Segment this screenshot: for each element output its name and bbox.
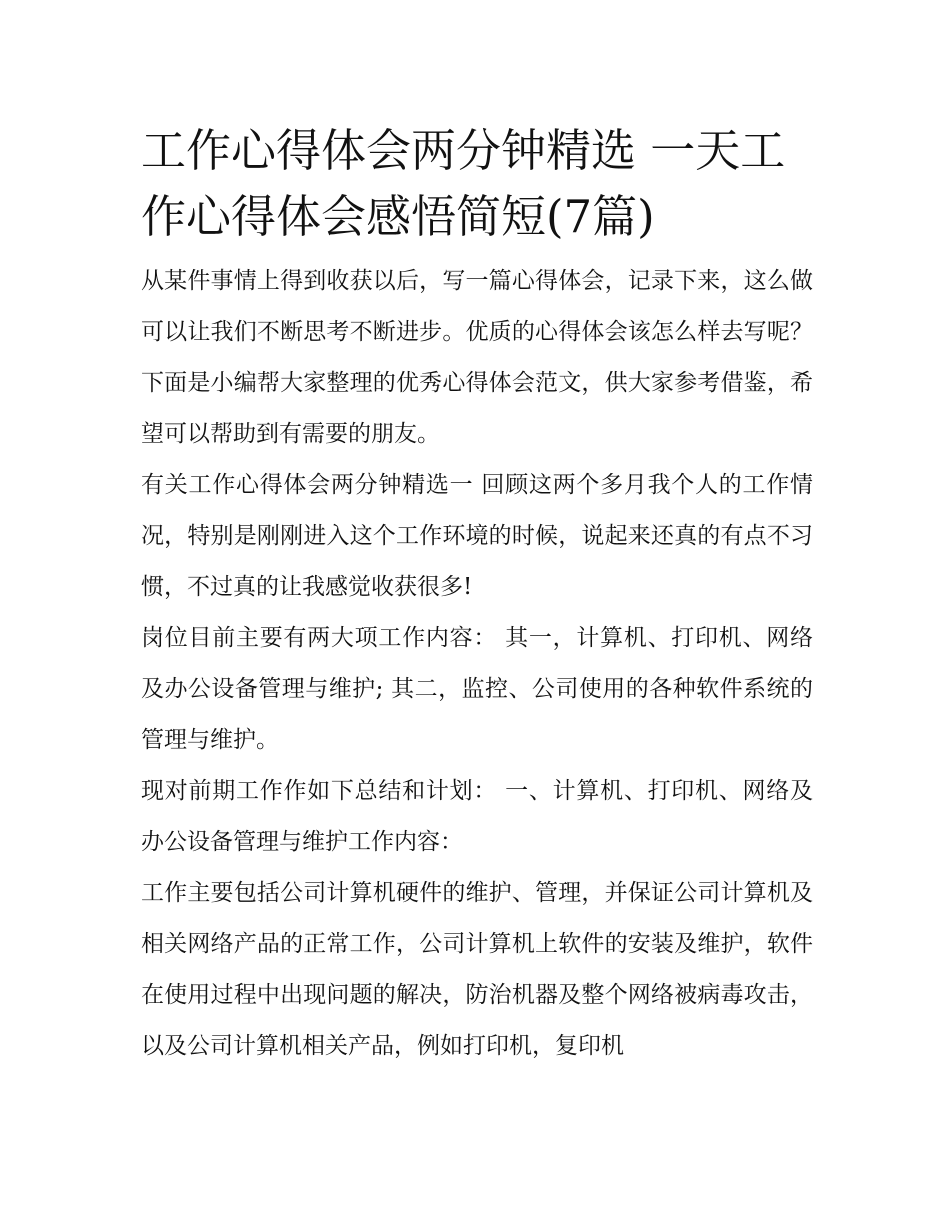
paragraph-review: 有关工作心得体会两分钟精选一 回顾这两个多月我个人的工作情况，特别是刚刚进入这个工作环境的时候，说起来还真的有点不习惯，不过真的让我感觉收获很多!	[141, 472, 813, 600]
paragraph-job-duties: 岗位目前主要有两大项工作内容： 其一，计算机、打印机、网络及办公设备管理与维护; 其二，监控、公司使用的各种软件系统的管理与维护。	[141, 625, 813, 753]
paragraph-work-content: 工作主要包括公司计算机硬件的维护、管理，并保证公司计算机及相关网络产品的正常工作，公司计算机上软件的安装及维护，软件在使用过程中出现问题的解决，防治机器及整个网络被病毒攻击，以及公司计算机相关产品，例如打印机，复印机	[141, 880, 813, 1059]
document-title: 工作心得体会两分钟精选 一天工作心得体会感悟简短(7篇)	[141, 124, 786, 243]
document-body	[141, 118, 813, 1072]
paragraph-intro: 从某件事情上得到收获以后，写一篇心得体会，记录下来，这么做可以让我们不断思考不断进步。优质的心得体会该怎么样去写呢？下面是小编帮大家整理的优秀心得体会范文，供大家参考借鉴，希望可以帮助到有需要的朋友。	[141, 268, 813, 447]
paragraph-summary-plan: 现对前期工作作如下总结和计划： 一、计算机、打印机、网络及办公设备管理与维护工作内容：	[141, 778, 813, 855]
